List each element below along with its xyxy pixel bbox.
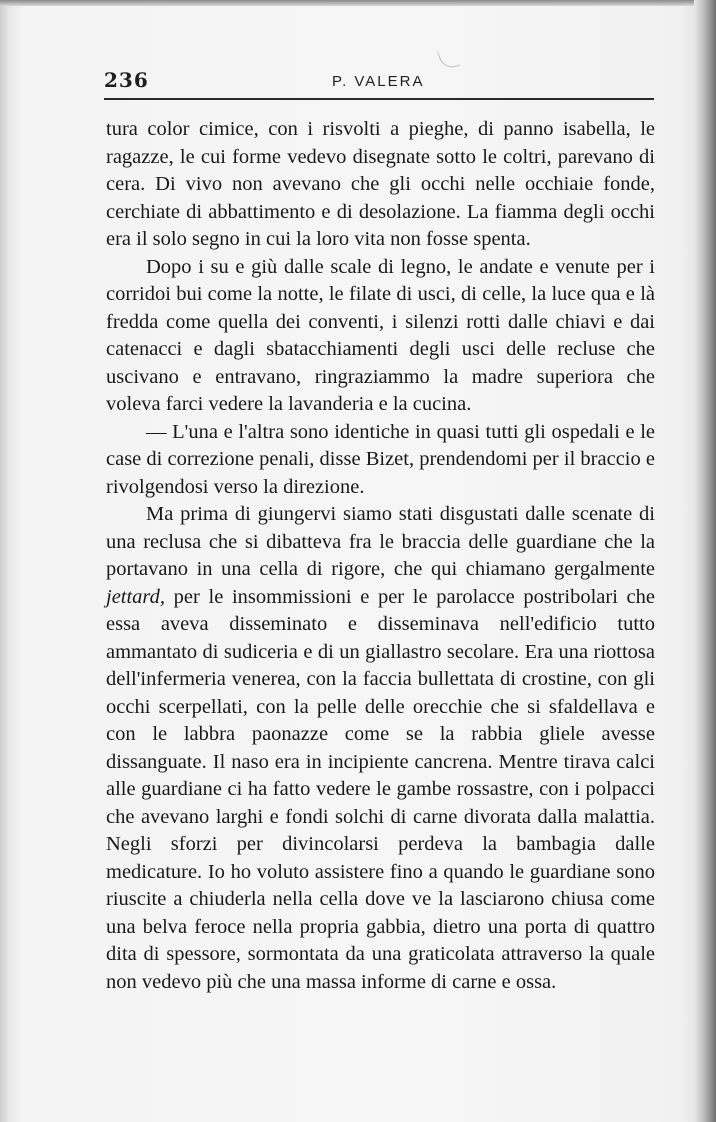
body-text — [106, 116, 655, 996]
paragraph-4-text-end: per le insommissioni e per le parolacce postribolari che essa aveva disseminato e disseminava nell'edificio tutto ammantato di sudiceria e di un giallastro secolare. Era una riottosa dell'infermeria venerea, con la faccia bullettata di crostine, con gli occhi scerpellati, con la pelle delle orecchie che si sfaldellava e con le labbra paonazze come se la rabbia gliele avesse dissanguate. Il naso era in incipiente cancrena. Mentre tirava calci alle guardiane ci ha fatto vedere le gambe rossastre, con i polpacci che avevano larghi e fondi solchi di carne divorata dalla malattia. Negli sforzi per divincolarsi perdeva la bambagia dalle medicature. Io ho voluto assistere fino a quando le guardiane sono riuscite a chiuderla nella cella dove ve la lasciarono chiusa come una belva feroce nella propria gabbia, dietro una porta di quattro dita di spessore, sormontata da una graticolata attraverso la quale non vedevo più che una massa informe di carne e ossa. — [106, 585, 655, 993]
page-top-edge — [0, 0, 716, 6]
paragraph-4 — [106, 501, 655, 996]
paragraph-4-text-start: Ma prima di giungervi siamo stati disgustati dalle scenate di una reclusa che si dibatteva fra le braccia delle guardiane che la portavano in una cella di rigore, che qui chiamano gergalmente — [106, 503, 655, 580]
page-binding-shadow — [694, 0, 716, 1122]
paragraph-3: — L'una e l'altra sono identiche in quasi tutti gli ospedali e le case di correzione penali, disse Bizet, prendendomi per il braccio e rivolgendosi verso la direzione. — [106, 420, 655, 498]
running-head: P. VALERA — [332, 73, 425, 90]
page-header — [104, 64, 654, 100]
italic-term: jettard, — [106, 585, 166, 608]
paragraph-1: tura color cimice, con i risvolti a pieghe, di panno isabella, le ragazze, le cui forme vedevo disegnate sotto le coltri, parevano di cera. Di vivo non avevano che gli occhi nelle occhiaie fonde, cerchiate di abbattimento e di desolazione. La fiamma degli occhi era il solo segno in cui la loro vita non fosse spenta. — [106, 118, 655, 250]
page-number: 236 — [104, 68, 149, 92]
paragraph-2: Dopo i su e giù dalle scale di legno, le andate e venute per i corridoi bui come la notte, le filate di usci, di celle, la luce qua e là fredda come quella dei conventi, i silenzi rotti dalle chiavi e dai catenacci e dagli sbatacchiamenti degli usci delle recluse che uscivano e entravano, ringraziammo la madre superiora che voleva farci vedere la lavanderia e la cucina. — [106, 255, 655, 415]
